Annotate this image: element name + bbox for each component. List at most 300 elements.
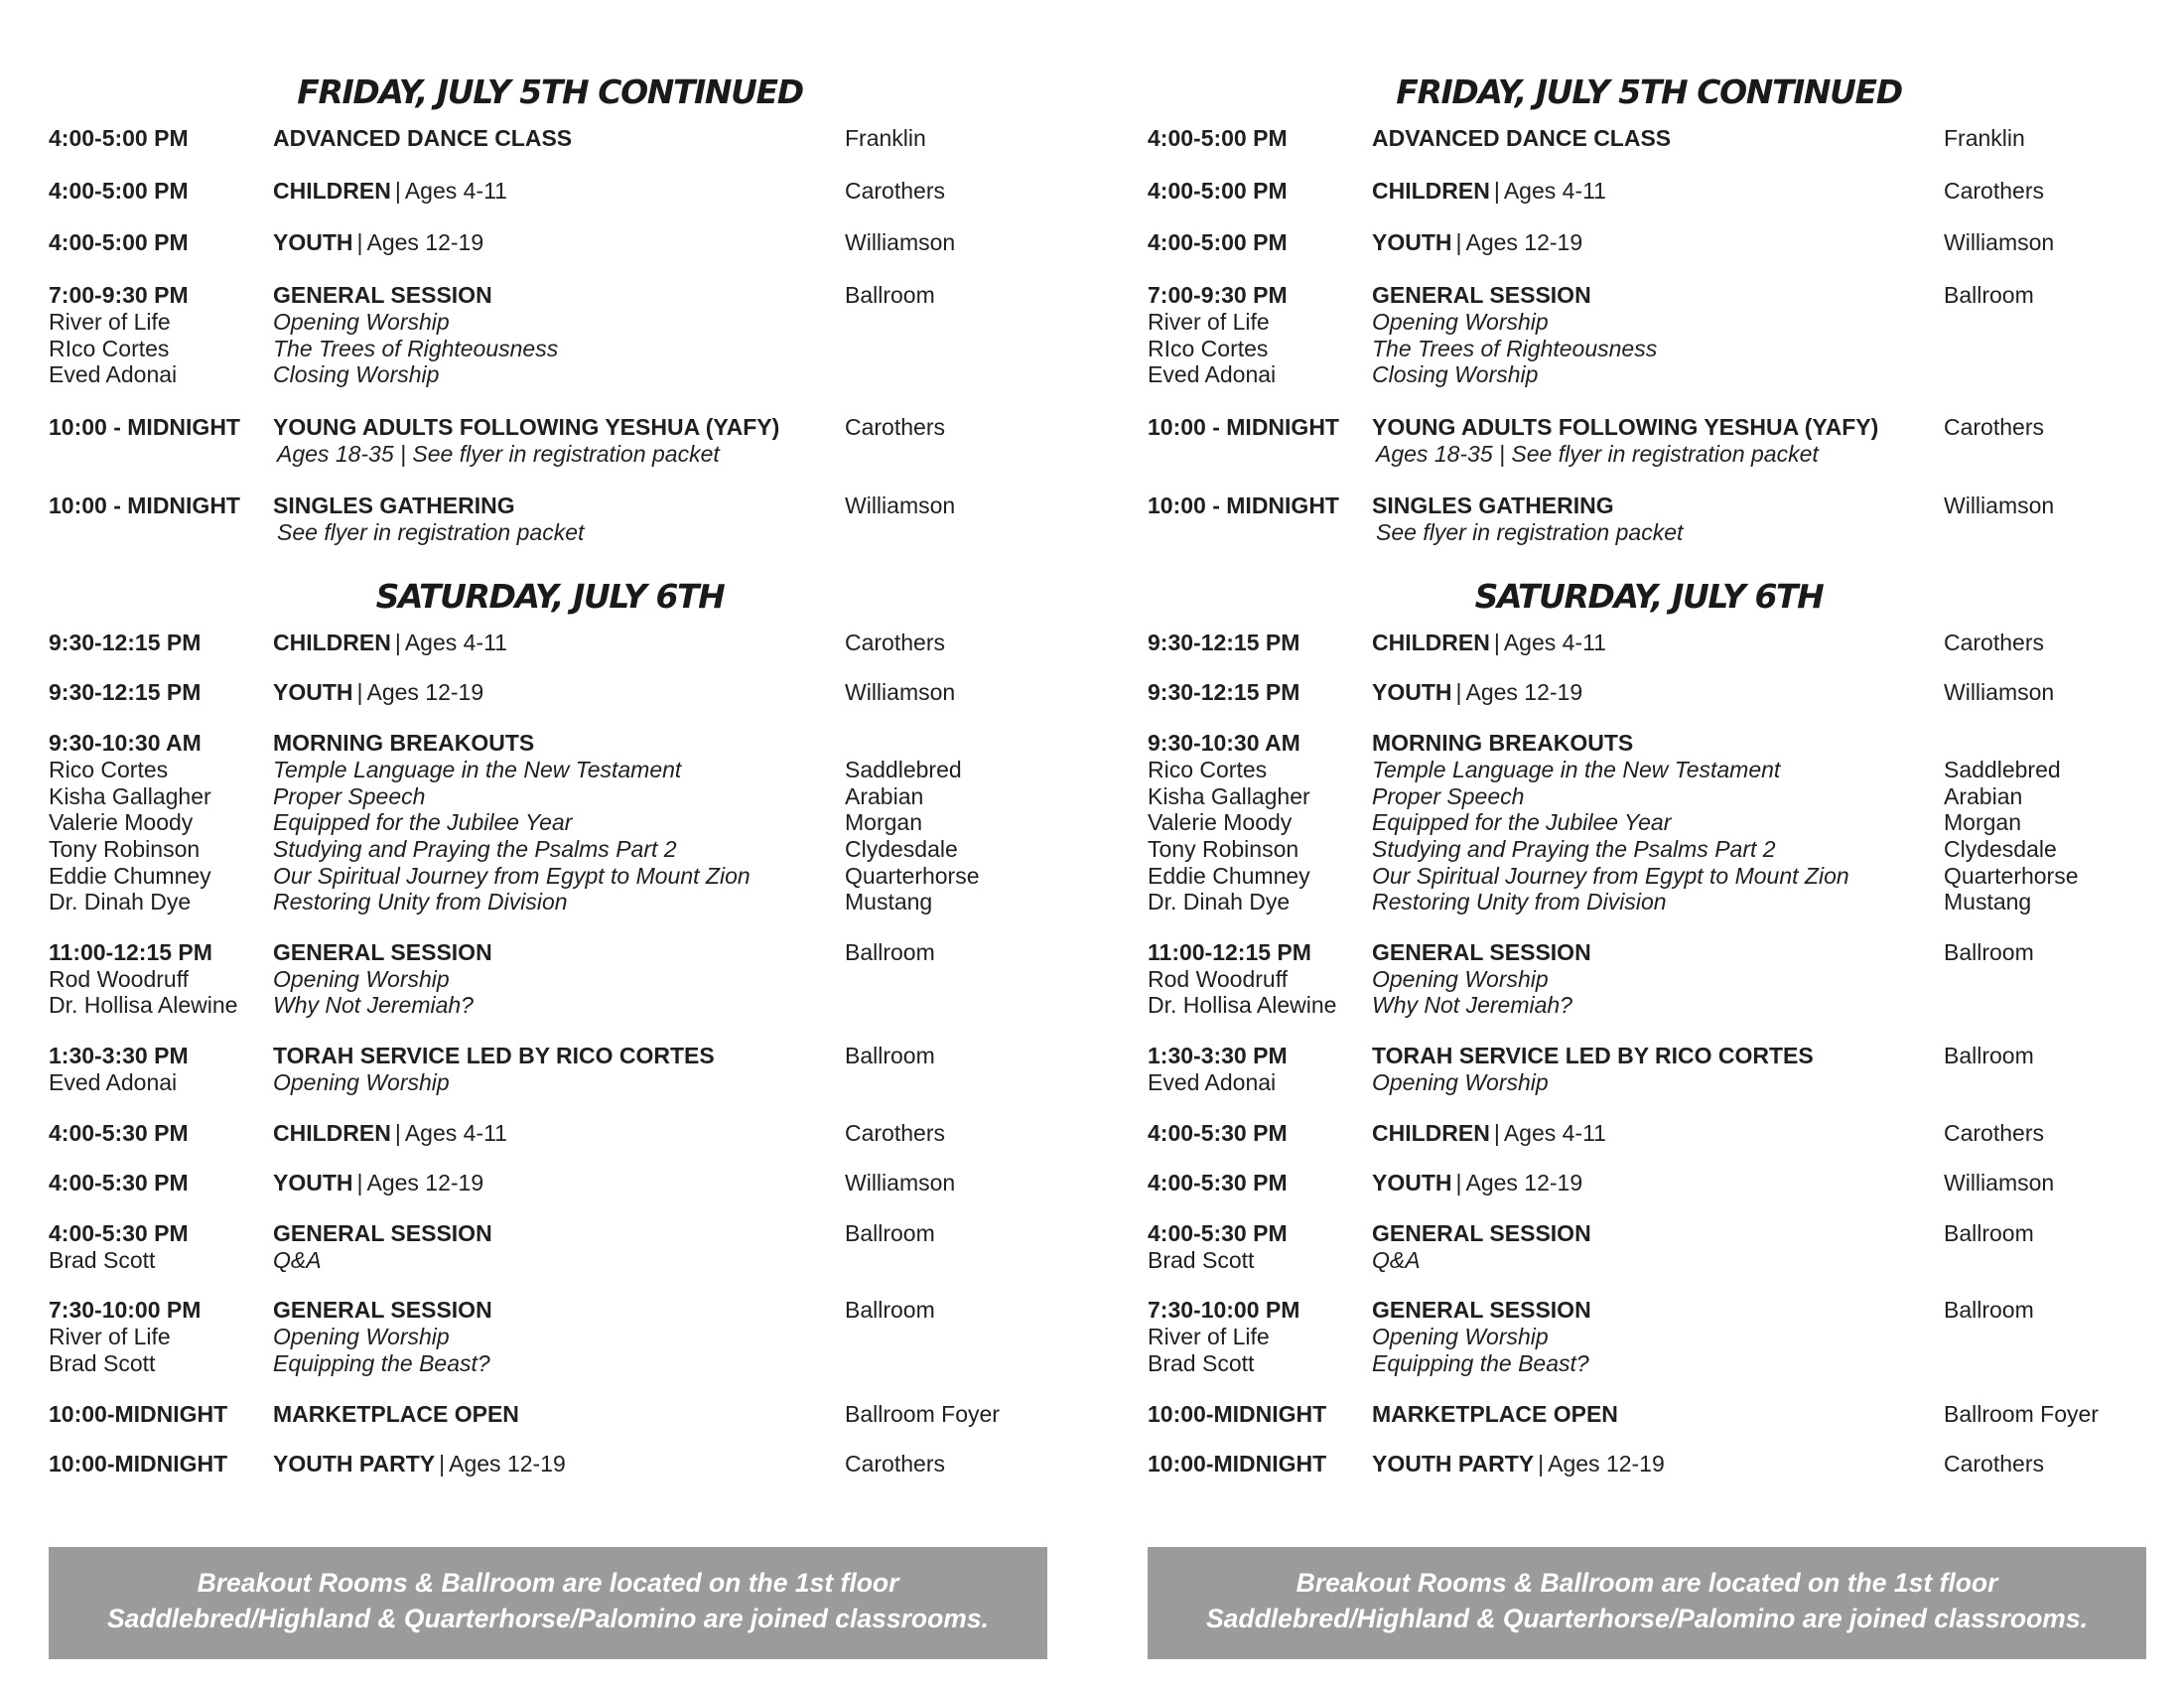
presenter-name: Rod Woodruff bbox=[49, 965, 190, 992]
event-time: 4:00-5:30 PM bbox=[1148, 1119, 1288, 1146]
event-room: Carothers bbox=[845, 1451, 945, 1477]
presenter-cell bbox=[49, 1350, 273, 1377]
event-title-cell bbox=[1372, 630, 1944, 656]
presenter-cell bbox=[1148, 309, 1372, 336]
separator: | bbox=[356, 229, 363, 256]
event-title-cell bbox=[1372, 679, 1944, 706]
session-topic: Proper Speech bbox=[1372, 782, 1525, 809]
session-room: Quarterhorse bbox=[1944, 862, 2079, 889]
event-time-cell bbox=[49, 679, 273, 706]
session-topic: Why Not Jeremiah? bbox=[1372, 992, 1572, 1019]
event-time: 7:30-10:00 PM bbox=[49, 1297, 202, 1324]
event-time: 7:30-10:00 PM bbox=[1148, 1297, 1300, 1324]
event-note-cell bbox=[1372, 519, 1944, 546]
event-title-cell bbox=[273, 1401, 845, 1428]
event-time: 4:00-5:00 PM bbox=[49, 229, 189, 256]
event-room: Carothers bbox=[1944, 1119, 2044, 1146]
event-room-cell bbox=[1944, 1401, 2150, 1428]
event-time-cell bbox=[49, 1170, 273, 1196]
day-section bbox=[49, 68, 1051, 546]
event-time-cell bbox=[1148, 1401, 1372, 1428]
separator: | bbox=[1538, 1451, 1545, 1477]
session-topic-cell bbox=[273, 966, 845, 993]
event-header-row bbox=[49, 1451, 1051, 1477]
presenter-cell bbox=[49, 863, 273, 890]
event-title-cell bbox=[273, 229, 845, 256]
schedule-event bbox=[1148, 939, 2150, 1019]
event-title: YOUNG ADULTS FOLLOWING YESHUA (YAFY) bbox=[273, 413, 780, 440]
presenter-name: Rod Woodruff bbox=[1148, 965, 1289, 992]
separator: | bbox=[356, 1170, 363, 1196]
event-detail-row bbox=[1148, 992, 2150, 1019]
session-topic: Equipped for the Jubilee Year bbox=[1372, 809, 1672, 836]
session-topic-cell bbox=[273, 889, 845, 915]
event-time: 10:00-MIDNIGHT bbox=[1148, 1400, 1327, 1427]
event-room-cell bbox=[845, 125, 1051, 152]
event-detail-row bbox=[1148, 809, 2150, 836]
event-detail-row bbox=[1148, 1069, 2150, 1096]
presenter-name: Dr. Dinah Dye bbox=[49, 889, 192, 915]
event-title: YOUTH PARTY bbox=[273, 1451, 436, 1477]
event-note-cell bbox=[273, 441, 845, 468]
session-topic: Opening Worship bbox=[273, 308, 450, 335]
event-time-cell bbox=[49, 1451, 273, 1477]
presenter-name: Eved Adonai bbox=[49, 361, 178, 388]
event-room: Ballroom bbox=[1944, 1219, 2034, 1246]
event-room: Ballroom bbox=[1944, 1297, 2034, 1324]
event-title-cell bbox=[273, 492, 845, 519]
presenter-cell bbox=[49, 309, 273, 336]
event-header-row bbox=[1148, 178, 2150, 205]
event-header-row bbox=[49, 730, 1051, 757]
event-room: Ballroom bbox=[1944, 1043, 2034, 1069]
event-time-cell bbox=[49, 630, 273, 656]
event-time: 1:30-3:30 PM bbox=[49, 1043, 189, 1069]
schedule-event bbox=[49, 1220, 1051, 1273]
event-room-cell bbox=[1944, 282, 2150, 309]
event-detail-row bbox=[49, 992, 1051, 1019]
event-header-row bbox=[49, 1220, 1051, 1247]
session-room: Clydesdale bbox=[1944, 835, 2057, 862]
event-time: 9:30-12:15 PM bbox=[49, 629, 202, 655]
session-topic-cell bbox=[273, 836, 845, 863]
event-title: YOUTH bbox=[1372, 229, 1452, 256]
event-time-cell bbox=[49, 229, 273, 256]
presenter-cell bbox=[49, 1324, 273, 1350]
session-topic: The Trees of Righteousness bbox=[273, 335, 559, 361]
session-topic: Closing Worship bbox=[1372, 361, 1539, 388]
event-detail-row bbox=[1148, 309, 2150, 336]
session-room-cell bbox=[845, 757, 1051, 783]
event-room-cell bbox=[845, 1120, 1051, 1147]
presenter-name: RIco Cortes bbox=[49, 335, 170, 361]
event-time-cell bbox=[49, 1043, 273, 1069]
session-topic: Our Spiritual Journey from Egypt to Mount Zion bbox=[273, 862, 751, 889]
presenter-cell bbox=[49, 889, 273, 915]
presenter-cell bbox=[1148, 783, 1372, 810]
separator: | bbox=[1493, 629, 1500, 655]
presenter-name: Kisha Gallagher bbox=[1148, 782, 1310, 809]
event-header-row bbox=[49, 1120, 1051, 1147]
session-room: Arabian bbox=[1944, 782, 2023, 809]
event-time: 4:00-5:30 PM bbox=[1148, 1219, 1288, 1246]
presenter-cell bbox=[1148, 836, 1372, 863]
event-title: GENERAL SESSION bbox=[273, 939, 492, 966]
event-title: CHILDREN bbox=[1372, 629, 1490, 655]
presenter-name: Dr. Hollisa Alewine bbox=[49, 992, 238, 1019]
event-age-range: Ages 12-19 bbox=[1465, 1170, 1583, 1196]
event-title: MORNING BREAKOUTS bbox=[1372, 730, 1634, 757]
event-detail-row bbox=[49, 1350, 1051, 1377]
event-title: GENERAL SESSION bbox=[273, 1297, 492, 1324]
session-topic: Opening Worship bbox=[1372, 1324, 1549, 1350]
event-room-cell bbox=[845, 178, 1051, 205]
separator: | bbox=[1455, 229, 1462, 256]
presenter-name: Brad Scott bbox=[49, 1349, 156, 1376]
event-room: Carothers bbox=[845, 629, 945, 655]
event-title-cell bbox=[1372, 178, 1944, 205]
event-header-row bbox=[49, 492, 1051, 519]
schedule-event bbox=[49, 1401, 1051, 1428]
event-header-row bbox=[1148, 1297, 2150, 1324]
event-title: CHILDREN bbox=[1372, 177, 1490, 204]
presenter-name: Valerie Moody bbox=[49, 809, 194, 836]
event-room-cell bbox=[1944, 178, 2150, 205]
event-detail-row bbox=[49, 809, 1051, 836]
session-topic-cell bbox=[273, 783, 845, 810]
schedule-event bbox=[49, 630, 1051, 656]
schedule-event bbox=[1148, 414, 2150, 467]
session-topic-cell bbox=[273, 809, 845, 836]
event-header-row bbox=[49, 229, 1051, 256]
event-title: YOUTH PARTY bbox=[1372, 1451, 1535, 1477]
event-age-range: Ages 12-19 bbox=[1465, 229, 1583, 256]
presenter-cell bbox=[49, 1247, 273, 1274]
event-room-cell bbox=[1944, 630, 2150, 656]
event-header-row bbox=[49, 939, 1051, 966]
schedule-event bbox=[49, 1451, 1051, 1477]
day-title: FRIDAY, JULY 5TH CONTINUED bbox=[297, 72, 803, 111]
event-room: Franklin bbox=[1944, 125, 2025, 151]
session-topic-cell bbox=[273, 1247, 845, 1274]
presenter-cell bbox=[49, 757, 273, 783]
presenter-cell bbox=[1148, 361, 1372, 388]
schedule-event bbox=[49, 1043, 1051, 1095]
event-title-cell bbox=[273, 1170, 845, 1196]
event-note: See flyer in registration packet bbox=[1376, 519, 1684, 546]
event-time: 11:00-12:15 PM bbox=[49, 939, 212, 966]
schedule-event bbox=[1148, 679, 2150, 706]
event-room: Williamson bbox=[1944, 1170, 2055, 1196]
event-room: Williamson bbox=[845, 229, 956, 256]
schedule-page-left bbox=[49, 0, 1051, 1688]
event-room: Carothers bbox=[845, 177, 945, 204]
event-title-cell bbox=[273, 178, 845, 205]
footer-line-2: Saddlebred/Highland & Quarterhorse/Palomino are joined classrooms. bbox=[1206, 1604, 2088, 1633]
presenter-cell bbox=[49, 992, 273, 1019]
event-room-cell bbox=[1944, 1220, 2150, 1247]
event-time: 4:00-5:00 PM bbox=[49, 125, 189, 151]
presenter-name: Brad Scott bbox=[49, 1246, 156, 1273]
event-detail-row bbox=[1148, 783, 2150, 810]
event-room-cell bbox=[1944, 492, 2150, 519]
event-title-cell bbox=[1372, 1401, 1944, 1428]
session-topic: Equipped for the Jubilee Year bbox=[273, 809, 573, 836]
event-time: 10:00 - MIDNIGHT bbox=[49, 413, 240, 440]
event-time: 7:00-9:30 PM bbox=[49, 282, 189, 309]
event-room: Ballroom bbox=[845, 939, 935, 966]
event-title-cell bbox=[1372, 1297, 1944, 1324]
event-room: Ballroom bbox=[1944, 282, 2034, 309]
session-topic: Equipping the Beast? bbox=[273, 1349, 490, 1376]
event-title-cell bbox=[273, 282, 845, 309]
event-age-range: Ages 4-11 bbox=[1503, 177, 1606, 204]
presenter-name: Eved Adonai bbox=[1148, 1068, 1277, 1095]
event-title: MORNING BREAKOUTS bbox=[273, 730, 535, 757]
event-header-row bbox=[1148, 1170, 2150, 1196]
event-detail-row bbox=[1148, 1324, 2150, 1350]
separator: | bbox=[1493, 177, 1500, 204]
schedule-event bbox=[49, 229, 1051, 256]
event-time-cell bbox=[1148, 414, 1372, 441]
session-topic: Restoring Unity from Division bbox=[1372, 889, 1667, 915]
event-time-cell bbox=[49, 1220, 273, 1247]
presenter-cell bbox=[49, 783, 273, 810]
presenter-cell bbox=[1148, 1324, 1372, 1350]
separator: | bbox=[394, 1119, 401, 1146]
event-detail-row bbox=[1148, 336, 2150, 362]
session-topic-cell bbox=[1372, 757, 1944, 783]
event-title-cell bbox=[1372, 414, 1944, 441]
presenter-name: Eved Adonai bbox=[1148, 361, 1277, 388]
event-time-cell bbox=[1148, 939, 1372, 966]
event-room: Ballroom bbox=[845, 1219, 935, 1246]
separator: | bbox=[1455, 1170, 1462, 1196]
event-note-row bbox=[1148, 519, 2150, 546]
event-time-cell bbox=[49, 125, 273, 152]
event-age-range: Ages 12-19 bbox=[1548, 1451, 1665, 1477]
footer-line-2: Saddlebred/Highland & Quarterhorse/Palomino are joined classrooms. bbox=[107, 1604, 989, 1633]
event-room-cell bbox=[1944, 1451, 2150, 1477]
event-title: GENERAL SESSION bbox=[1372, 1297, 1591, 1324]
schedule-event bbox=[1148, 125, 2150, 152]
schedule-event bbox=[49, 125, 1051, 152]
event-time-cell bbox=[49, 730, 273, 757]
event-title-cell bbox=[1372, 1451, 1944, 1477]
event-room-cell bbox=[1944, 679, 2150, 706]
session-room-cell bbox=[845, 863, 1051, 890]
event-note-cell bbox=[1372, 441, 1944, 468]
separator: | bbox=[356, 679, 363, 706]
event-header-row bbox=[1148, 1451, 2150, 1477]
event-time-cell bbox=[1148, 125, 1372, 152]
event-age-range: Ages 12-19 bbox=[366, 679, 484, 706]
presenter-name: River of Life bbox=[49, 308, 171, 335]
event-room-cell bbox=[845, 229, 1051, 256]
event-time-cell bbox=[49, 1120, 273, 1147]
presenter-name: RIco Cortes bbox=[1148, 335, 1269, 361]
footer-note-box bbox=[49, 1547, 1047, 1659]
event-title-cell bbox=[273, 939, 845, 966]
day-title: FRIDAY, JULY 5TH CONTINUED bbox=[1396, 72, 1902, 111]
event-title: YOUTH bbox=[1372, 679, 1452, 706]
session-topic: Opening Worship bbox=[1372, 965, 1549, 992]
event-time-cell bbox=[49, 1297, 273, 1324]
event-room-cell bbox=[1944, 1297, 2150, 1324]
session-room: Mustang bbox=[845, 889, 933, 915]
event-room: Williamson bbox=[1944, 492, 2055, 519]
day-section bbox=[1148, 68, 2150, 546]
presenter-name: Eddie Chumney bbox=[1148, 862, 1310, 889]
event-room-cell bbox=[845, 630, 1051, 656]
schedule-event bbox=[49, 939, 1051, 1019]
event-room-cell bbox=[845, 1220, 1051, 1247]
event-title-cell bbox=[273, 125, 845, 152]
event-title-cell bbox=[273, 1043, 845, 1069]
event-room-cell bbox=[845, 1170, 1051, 1196]
presenter-name: Tony Robinson bbox=[49, 835, 201, 862]
session-topic-cell bbox=[273, 1069, 845, 1096]
event-room-cell bbox=[845, 282, 1051, 309]
session-topic-cell bbox=[273, 361, 845, 388]
presenter-name: Eved Adonai bbox=[49, 1068, 178, 1095]
session-topic-cell bbox=[273, 992, 845, 1019]
session-room-cell bbox=[845, 836, 1051, 863]
event-detail-row bbox=[1148, 966, 2150, 993]
event-header-row bbox=[1148, 1220, 2150, 1247]
event-title-cell bbox=[273, 414, 845, 441]
event-time: 1:30-3:30 PM bbox=[1148, 1043, 1288, 1069]
event-room-cell bbox=[1944, 1170, 2150, 1196]
event-title-cell bbox=[1372, 492, 1944, 519]
event-detail-row bbox=[1148, 1350, 2150, 1377]
event-time-cell bbox=[1148, 492, 1372, 519]
presenter-name: Eddie Chumney bbox=[49, 862, 211, 889]
session-topic-cell bbox=[1372, 336, 1944, 362]
presenter-cell bbox=[49, 361, 273, 388]
session-topic-cell bbox=[1372, 1069, 1944, 1096]
presenter-cell bbox=[1148, 757, 1372, 783]
event-room: Ballroom bbox=[1944, 939, 2034, 966]
event-time-cell bbox=[1148, 730, 1372, 757]
event-header-row bbox=[1148, 939, 2150, 966]
event-detail-row bbox=[49, 1247, 1051, 1274]
event-detail-row bbox=[49, 836, 1051, 863]
session-topic: The Trees of Righteousness bbox=[1372, 335, 1658, 361]
event-age-range: Ages 4-11 bbox=[1503, 629, 1606, 655]
event-room: Franklin bbox=[845, 125, 926, 151]
event-header-row bbox=[49, 1297, 1051, 1324]
schedule-event bbox=[1148, 730, 2150, 915]
event-detail-row bbox=[49, 757, 1051, 783]
session-topic-cell bbox=[1372, 836, 1944, 863]
event-header-row bbox=[1148, 414, 2150, 441]
event-room: Ballroom Foyer bbox=[845, 1400, 1000, 1427]
presenter-name: Valerie Moody bbox=[1148, 809, 1293, 836]
schedule-event bbox=[49, 730, 1051, 915]
event-room: Ballroom Foyer bbox=[1944, 1400, 2099, 1427]
event-note-row bbox=[1148, 441, 2150, 468]
event-header-row bbox=[1148, 229, 2150, 256]
event-time: 10:00 - MIDNIGHT bbox=[1148, 492, 1339, 519]
session-room-cell bbox=[1944, 863, 2150, 890]
event-note-row bbox=[49, 441, 1051, 468]
event-time: 4:00-5:00 PM bbox=[1148, 177, 1288, 204]
event-header-row bbox=[1148, 679, 2150, 706]
event-title: YOUNG ADULTS FOLLOWING YESHUA (YAFY) bbox=[1372, 413, 1879, 440]
event-title-cell bbox=[273, 730, 845, 757]
event-time-cell bbox=[49, 414, 273, 441]
event-time: 9:30-12:15 PM bbox=[1148, 679, 1300, 706]
event-detail-row bbox=[49, 889, 1051, 915]
session-room: Morgan bbox=[845, 809, 922, 836]
event-header-row bbox=[1148, 125, 2150, 152]
event-time-cell bbox=[1148, 1220, 1372, 1247]
schedule-event bbox=[49, 1120, 1051, 1147]
session-topic: Closing Worship bbox=[273, 361, 440, 388]
event-header-row bbox=[1148, 630, 2150, 656]
session-topic-cell bbox=[1372, 809, 1944, 836]
event-room: Ballroom bbox=[845, 1043, 935, 1069]
event-time-cell bbox=[49, 282, 273, 309]
day-title: SATURDAY, JULY 6TH bbox=[1474, 576, 1824, 616]
event-detail-row bbox=[49, 783, 1051, 810]
event-title-cell bbox=[1372, 229, 1944, 256]
session-topic: Equipping the Beast? bbox=[1372, 1349, 1589, 1376]
event-room-cell bbox=[1944, 939, 2150, 966]
session-topic: Why Not Jeremiah? bbox=[273, 992, 474, 1019]
event-age-range: Ages 4-11 bbox=[1503, 1119, 1606, 1146]
event-title: ADVANCED DANCE CLASS bbox=[1372, 125, 1672, 151]
event-detail-row bbox=[49, 309, 1051, 336]
event-title-cell bbox=[1372, 730, 1944, 757]
session-room: Clydesdale bbox=[845, 835, 958, 862]
event-detail-row bbox=[49, 1324, 1051, 1350]
session-topic-cell bbox=[1372, 1350, 1944, 1377]
event-time-cell bbox=[49, 1401, 273, 1428]
event-header-row bbox=[49, 125, 1051, 152]
event-title: YOUTH bbox=[273, 679, 353, 706]
event-time: 10:00 - MIDNIGHT bbox=[49, 492, 240, 519]
event-title: SINGLES GATHERING bbox=[1372, 492, 1614, 519]
event-time: 10:00-MIDNIGHT bbox=[1148, 1451, 1327, 1477]
session-room: Mustang bbox=[1944, 889, 2032, 915]
event-room-cell bbox=[845, 414, 1051, 441]
event-title: CHILDREN bbox=[273, 629, 391, 655]
session-room: Saddlebred bbox=[845, 756, 962, 782]
session-topic-cell bbox=[1372, 863, 1944, 890]
event-time: 4:00-5:00 PM bbox=[1148, 125, 1288, 151]
event-note: Ages 18-35 | See flyer in registration packet bbox=[277, 440, 720, 467]
event-note: Ages 18-35 | See flyer in registration packet bbox=[1376, 440, 1819, 467]
session-topic: Studying and Praying the Psalms Part 2 bbox=[273, 835, 677, 862]
event-room: Williamson bbox=[1944, 679, 2055, 706]
event-room: Carothers bbox=[845, 1119, 945, 1146]
event-title: GENERAL SESSION bbox=[273, 1219, 492, 1246]
event-room-cell bbox=[1944, 1120, 2150, 1147]
event-time: 4:00-5:30 PM bbox=[49, 1119, 189, 1146]
presenter-cell bbox=[1148, 992, 1372, 1019]
session-room: Saddlebred bbox=[1944, 756, 2061, 782]
event-time: 9:30-12:15 PM bbox=[1148, 629, 1300, 655]
day-title: SATURDAY, JULY 6TH bbox=[375, 576, 725, 616]
session-room-cell bbox=[845, 783, 1051, 810]
event-title: YOUTH bbox=[273, 229, 353, 256]
event-time-cell bbox=[1148, 1120, 1372, 1147]
session-topic-cell bbox=[1372, 309, 1944, 336]
event-header-row bbox=[49, 178, 1051, 205]
session-topic: Temple Language in the New Testament bbox=[1372, 756, 1781, 782]
